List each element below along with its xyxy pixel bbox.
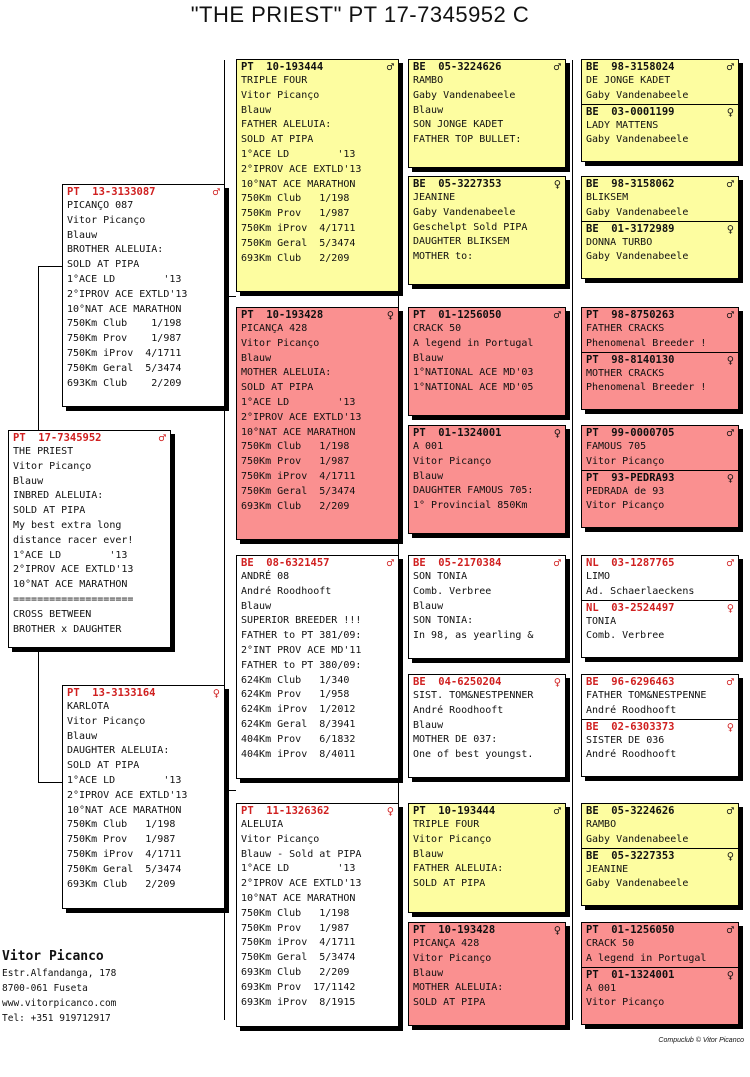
great-great-grandparent-pair [581, 59, 739, 162]
ring-number: PT 13-3133087 [67, 186, 156, 198]
detail-line: FATHER TOP BULLET: [413, 134, 522, 146]
pigeon-details [409, 570, 565, 644]
ring-number: PT 10-193444 [413, 805, 496, 817]
detail-line: INBRED ALELUIA: [13, 490, 104, 502]
detail-line: SOLD AT PIPA [241, 134, 314, 146]
detail-line: 1°NATIONAL ACE MD'03 [413, 367, 534, 379]
detail-line: TRIPLE FOUR [413, 819, 480, 830]
male-icon: ♂ [726, 426, 734, 440]
pigeon-details [582, 322, 738, 352]
detail-line: 624Km Prov 1/958 [241, 689, 350, 701]
female-icon: ♀ [386, 308, 394, 322]
detail-line: JEANINE [413, 192, 456, 203]
detail-line: 693Km Club 2/209 [67, 878, 176, 890]
ring-number: BE 02-6303373 [586, 720, 675, 733]
subject-pigeon-card [8, 430, 171, 648]
ring-number: NL 03-1287765 [586, 557, 675, 569]
ring-number: PT 10-193428 [413, 924, 496, 936]
great-grandparent-card [408, 307, 566, 416]
connector-line [572, 60, 573, 1020]
ring-number: BE 05-3224626 [586, 805, 675, 817]
detail-line: 1°ACE LD '13 [67, 273, 182, 285]
pigeon-details [582, 982, 738, 1012]
detail-line: 10°NAT ACE MARATHON [241, 426, 356, 438]
detail-line: Vitor Picanço [586, 997, 665, 1009]
detail-line: ==================== [13, 593, 134, 605]
detail-line: MOTHER to: [413, 251, 474, 263]
detail-line: 750Km Geral 5/3474 [241, 237, 356, 249]
detail-line: Blauw [413, 352, 444, 364]
detail-line: SON TONIA: [413, 615, 474, 627]
detail-line: A legend in Portugal [413, 337, 534, 349]
detail-line: Comb. Verbree [413, 585, 492, 597]
detail-line: SOLD AT PIPA [413, 878, 486, 890]
ring-number: BE 01-3172989 [586, 222, 675, 235]
detail-line: SOLD AT PIPA [241, 382, 314, 394]
ring-number: PT 01-1256050 [586, 924, 675, 936]
detail-line: FATHER CRACKS [586, 323, 665, 334]
detail-line: DAUGHTER FAMOUS 705: [413, 485, 534, 497]
detail-line: Gaby Vandenabeele [586, 134, 689, 146]
detail-line: CROSS BETWEEN [13, 608, 92, 620]
connector-line [38, 650, 39, 782]
detail-line: 404Km Prov 6/1832 [241, 733, 356, 745]
grandparent-card [236, 555, 399, 779]
male-icon: ♂ [726, 308, 734, 322]
detail-line: Phenomenal Breeder ! [586, 382, 707, 394]
pigeon-details [582, 570, 738, 600]
great-great-grandparent-pair [581, 674, 739, 777]
detail-line: Blauw [241, 600, 272, 612]
female-icon: ♀ [726, 848, 734, 863]
detail-line: Blauw [67, 229, 98, 241]
male-icon: ♂ [158, 431, 166, 445]
ring-number: PT 01-1324001 [586, 968, 675, 981]
pigeon-details [582, 818, 738, 848]
detail-line: RAMBO [413, 75, 444, 86]
detail-line: FAMOUS 705 [586, 441, 647, 452]
detail-line: Blauw [413, 104, 444, 116]
detail-line: 2°IPROV ACE EXTLD'13 [13, 564, 134, 576]
ring-number: PT 10-193444 [241, 61, 324, 73]
great-great-grandparent-pair [581, 555, 739, 658]
detail-line: A legend in Portugal [586, 952, 707, 964]
detail-line: André Roodhooft [413, 704, 504, 716]
owner-address: Estr.Alfandanga, 178 [2, 968, 117, 979]
detail-line: 2°IPROV ACE EXTLD'13 [67, 789, 188, 801]
connector-line [38, 266, 39, 431]
detail-line: 2°IPROV ACE EXTLD'13 [241, 163, 362, 175]
detail-line: SIST. TOM&NESTPENNER [413, 690, 534, 701]
detail-line: 750Km Prov 1/987 [67, 834, 176, 846]
detail-line: FATHER ALELUIA: [241, 119, 332, 131]
female-icon: ♀ [553, 426, 561, 440]
owner-postal: 8700-061 Fuseta [2, 983, 88, 994]
detail-line: 750Km Prov 1/987 [241, 922, 350, 934]
detail-line: 750Km Prov 1/987 [241, 208, 350, 220]
ring-number: PT 13-3133164 [67, 687, 156, 699]
detail-line: In 98, as yearling & [413, 630, 534, 642]
detail-line: Gaby Vandenabeele [586, 833, 689, 845]
pigeon-details [409, 440, 565, 514]
ring-number: BE 05-3227353 [586, 849, 675, 862]
detail-line: Blauw [241, 352, 272, 364]
detail-line: André Roodhooft [241, 585, 332, 597]
male-icon: ♂ [726, 923, 734, 937]
ring-number: PT 01-1256050 [413, 309, 502, 321]
detail-line: Blauw [413, 470, 444, 482]
great-grandparent-card [408, 176, 566, 285]
detail-line: 10°NAT ACE MARATHON [67, 804, 182, 816]
footer-credit: Compuclub © Vitor Picanco [658, 1037, 744, 1044]
detail-line: 10°NAT ACE MARATHON [241, 892, 356, 904]
female-icon: ♀ [726, 104, 734, 119]
detail-line: TRIPLE FOUR [241, 75, 308, 86]
detail-line: ALELUIA [241, 819, 284, 830]
detail-line: 10°NAT ACE MARATHON [13, 579, 128, 591]
ring-number: PT 10-193428 [241, 309, 324, 321]
detail-line: Blauw [67, 730, 98, 742]
detail-line: 750Km iProv 4/1711 [241, 937, 356, 949]
grandparent-card [236, 803, 399, 1027]
detail-line: MOTHER CRACKS [586, 367, 665, 379]
detail-line: 624Km Geral 8/3941 [241, 718, 356, 730]
detail-line: TONIA [586, 615, 617, 627]
detail-line: 693Km Club 2/209 [67, 377, 182, 389]
ring-number: BE 08-6321457 [241, 557, 330, 569]
owner-contact [2, 948, 116, 1026]
detail-line: 693Km Club 2/209 [241, 500, 350, 512]
ring-number: BE 03-0001199 [586, 105, 675, 118]
detail-line: CRACK 50 [413, 323, 462, 334]
detail-line: CRACK 50 [586, 938, 635, 949]
ring-number: BE 98-3158062 [586, 178, 675, 190]
detail-line: SON TONIA [413, 571, 468, 582]
pigeon-details [582, 863, 738, 893]
detail-line: Blauw [413, 719, 444, 731]
detail-line: 750Km Prov 1/987 [67, 333, 182, 345]
pigeon-details [409, 191, 565, 265]
male-icon: ♂ [553, 804, 561, 818]
detail-line: Blauw [413, 967, 444, 979]
detail-line: 2°IPROV ACE EXTLD'13 [241, 411, 362, 423]
male-icon: ♂ [726, 60, 734, 74]
detail-line: Blauw [413, 848, 444, 860]
female-icon: ♀ [553, 923, 561, 937]
detail-line: FATHER ALELUIA: [413, 863, 504, 875]
pigeon-details [237, 74, 398, 266]
female-icon: ♀ [726, 600, 734, 615]
male-icon: ♂ [726, 804, 734, 818]
female-icon: ♀ [553, 675, 561, 689]
pigeon-details [409, 74, 565, 148]
pigeon-details [63, 700, 224, 892]
great-great-grandparent-pair [581, 922, 739, 1025]
detail-line: Gaby Vandenabeele [413, 89, 516, 101]
male-icon: ♂ [553, 60, 561, 74]
detail-line: JEANINE [586, 863, 629, 875]
pigeon-details [582, 74, 738, 104]
detail-line: Vitor Picanço [241, 337, 320, 349]
detail-line: 750Km iProv 4/1711 [67, 347, 182, 359]
pigeon-details [582, 485, 738, 515]
detail-line: 750Km Geral 5/3474 [241, 485, 356, 497]
detail-line: 750Km Club 1/198 [241, 441, 350, 453]
great-great-grandparent-pair [581, 307, 739, 410]
detail-line: PICANÇA 428 [241, 323, 308, 334]
connector-line [38, 782, 62, 783]
detail-line: FATHER to PT 381/09: [241, 630, 362, 642]
detail-line: Ad. Schaerlaeckens [586, 585, 695, 597]
detail-line: André Roodhooft [586, 749, 677, 761]
connector-line [38, 266, 62, 267]
detail-line: 1°NATIONAL ACE MD'05 [413, 382, 534, 394]
detail-line: FATHER to PT 380/09: [241, 659, 362, 671]
ring-number: BE 04-6250204 [413, 676, 502, 688]
detail-line: distance racer ever! [13, 534, 134, 546]
detail-line: 404Km iProv 8/4011 [241, 748, 356, 760]
detail-line: A 001 [413, 441, 444, 452]
detail-line: 750Km Prov 1/987 [241, 456, 350, 468]
ring-number: NL 03-2524497 [586, 601, 675, 614]
great-grandparent-card [408, 674, 566, 778]
detail-line: 750Km Club 1/198 [67, 318, 182, 330]
detail-line: BROTHER ALELUIA: [67, 244, 164, 256]
detail-line: DONNA TURBO [586, 236, 653, 248]
detail-line: 624Km Club 1/340 [241, 674, 350, 686]
ring-number: PT 11-1326362 [241, 805, 330, 817]
great-great-grandparent-pair [581, 803, 739, 906]
detail-line: Gaby Vandenabeele [586, 206, 689, 218]
female-icon: ♀ [726, 967, 734, 982]
ring-number: BE 05-3227353 [413, 178, 502, 190]
detail-line: Vitor Picanço [413, 952, 492, 964]
detail-line: Blauw - Sold at PIPA [241, 848, 362, 860]
male-icon: ♂ [553, 556, 561, 570]
detail-line: A 001 [586, 982, 617, 994]
detail-line: Gaby Vandenabeele [586, 251, 689, 263]
male-icon: ♂ [553, 308, 561, 322]
ring-number: BE 05-2170384 [413, 557, 502, 569]
detail-line: 1°ACE LD '13 [241, 863, 356, 875]
detail-line: 2°IPROV ACE EXTLD'13 [241, 878, 362, 890]
detail-line: SOLD AT PIPA [413, 997, 486, 1009]
pigeon-details [582, 236, 738, 266]
detail-line: Vitor Picanço [13, 460, 92, 472]
detail-line: Vitor Picanço [241, 89, 320, 101]
detail-line: 750Km iProv 4/1711 [241, 470, 356, 482]
detail-line: SOLD AT PIPA [67, 760, 140, 772]
detail-line: SOLD AT PIPA [13, 505, 86, 517]
detail-line: BROTHER x DAUGHTER [13, 623, 122, 635]
male-icon: ♂ [386, 556, 394, 570]
detail-line: Blauw [413, 600, 444, 612]
detail-line: Gaby Vandenabeele [586, 878, 689, 890]
detail-line: Geschelpt Sold PIPA [413, 221, 528, 233]
page-title: "THE PRIEST" PT 17-7345952 C [190, 2, 530, 27]
pigeon-details [409, 689, 565, 763]
pigeon-details [237, 570, 398, 762]
detail-line: Vitor Picanço [67, 715, 146, 727]
sire-card [62, 184, 225, 407]
ring-number: PT 99-0000705 [586, 427, 675, 439]
detail-line: PICANÇO 087 [67, 200, 134, 211]
detail-line: LIMO [586, 571, 611, 582]
ring-number: PT 98-8750263 [586, 309, 675, 321]
detail-line: 10°NAT ACE MARATHON [241, 178, 356, 190]
pigeon-details [237, 322, 398, 514]
ring-number: PT 01-1324001 [413, 427, 502, 439]
detail-line: 10°NAT ACE MARATHON [67, 303, 182, 315]
detail-line: 750Km Club 1/198 [241, 193, 350, 205]
detail-line: 1°ACE LD '13 [67, 774, 182, 786]
detail-line: MOTHER ALELUIA: [413, 982, 504, 994]
connector-line [224, 296, 236, 297]
great-grandparent-card [408, 555, 566, 659]
detail-line: BLIKSEM [586, 192, 629, 203]
female-icon: ♀ [212, 686, 220, 700]
ring-number: PT 17-7345952 [13, 432, 102, 444]
pigeon-details [409, 818, 565, 892]
detail-line: SUPERIOR BREEDER !!! [241, 615, 362, 627]
pigeon-details [582, 440, 738, 470]
detail-line: Blauw [241, 104, 272, 116]
detail-line: THE PRIEST [13, 446, 74, 457]
detail-line: Vitor Picanço [241, 833, 320, 845]
pigeon-details [582, 191, 738, 221]
female-icon: ♀ [726, 221, 734, 236]
detail-line: One of best youngst. [413, 749, 534, 761]
female-icon: ♀ [386, 804, 394, 818]
detail-line: 750Km iProv 4/1711 [241, 222, 356, 234]
detail-line: 750Km Club 1/198 [67, 819, 176, 831]
detail-line: SOLD AT PIPA [67, 259, 140, 271]
great-grandparent-card [408, 59, 566, 168]
detail-line: 1° Provincial 850Km [413, 500, 528, 512]
grandparent-card [236, 59, 399, 292]
detail-line: MOTHER DE 037: [413, 734, 498, 746]
detail-line: LADY MATTENS [586, 119, 659, 131]
detail-line: DE JONGE KADET [586, 75, 671, 86]
detail-line: Blauw [13, 475, 44, 487]
pigeon-details [237, 818, 398, 1010]
ring-number: BE 96-6296463 [586, 676, 675, 688]
male-icon: ♂ [726, 177, 734, 191]
great-great-grandparent-pair [581, 176, 739, 279]
detail-line: FATHER TOM&NESTPENNE [586, 690, 707, 701]
female-icon: ♀ [726, 719, 734, 734]
female-icon: ♀ [726, 352, 734, 367]
detail-line: 693Km Prov 17/1142 [241, 981, 356, 993]
detail-line: 624Km iProv 1/2012 [241, 704, 356, 716]
detail-line: Vitor Picanço [67, 214, 146, 226]
pigeon-details [9, 445, 170, 637]
detail-line: 750Km Geral 5/3474 [67, 362, 182, 374]
detail-line: André Roodhooft [586, 704, 677, 716]
ring-number: PT 98-8140130 [586, 353, 675, 366]
detail-line: 750Km Club 1/198 [241, 907, 350, 919]
detail-line: PEDRADA de 93 [586, 485, 665, 497]
pigeon-details [582, 119, 738, 149]
detail-line: KARLOTA [67, 701, 110, 712]
detail-line: 2°INT PROV ACE MD'11 [241, 644, 362, 656]
detail-line: PICANÇA 428 [413, 938, 480, 949]
detail-line: Vitor Picanço [413, 455, 492, 467]
owner-website-link[interactable]: www.vitorpicanco.com [2, 998, 117, 1009]
grandparent-card [236, 307, 399, 540]
detail-line: Vitor Picanço [413, 833, 492, 845]
owner-phone: Tel: +351 919712917 [2, 1013, 111, 1024]
male-icon: ♂ [726, 675, 734, 689]
male-icon: ♂ [212, 185, 220, 199]
female-icon: ♀ [553, 177, 561, 191]
connector-line [224, 790, 236, 791]
pigeon-details [582, 615, 738, 645]
pigeon-details [582, 689, 738, 719]
pigeon-details [409, 322, 565, 396]
pigeon-details [582, 367, 738, 397]
detail-line: Phenomenal Breeder ! [586, 337, 707, 349]
male-icon: ♂ [386, 60, 394, 74]
detail-line: 1°ACE LD '13 [241, 396, 356, 408]
detail-line: 1°ACE LD '13 [241, 148, 356, 160]
ring-number: BE 98-3158024 [586, 61, 675, 73]
detail-line: DAUGHTER ALELUIA: [67, 745, 170, 757]
detail-line: ANDRÉ 08 [241, 571, 290, 582]
detail-line: MOTHER ALELUIA: [241, 367, 332, 379]
detail-line: 750Km Geral 5/3474 [241, 952, 356, 964]
detail-line: My best extra long [13, 519, 122, 531]
great-grandparent-card [408, 803, 566, 913]
detail-line: SON JONGE KADET [413, 119, 504, 131]
pigeon-details [582, 734, 738, 764]
pigeon-details [63, 199, 224, 391]
pigeon-details [409, 937, 565, 1011]
pigeon-details [582, 937, 738, 967]
dam-card [62, 685, 225, 909]
detail-line: 750Km iProv 4/1711 [67, 848, 182, 860]
detail-line: Vitor Picanço [586, 455, 665, 467]
detail-line: 693Km Club 2/209 [241, 966, 350, 978]
detail-line: 693Km iProv 8/1915 [241, 996, 356, 1008]
detail-line: DAUGHTER BLIKSEM [413, 236, 510, 248]
detail-line: Gaby Vandenabeele [586, 89, 689, 101]
detail-line: SISTER DE 036 [586, 734, 665, 746]
detail-line: RAMBO [586, 819, 617, 830]
detail-line: 693Km Club 2/209 [241, 252, 350, 264]
detail-line: 1°ACE LD '13 [13, 549, 128, 561]
detail-line: Vitor Picanço [586, 500, 665, 512]
detail-line: Comb. Verbree [586, 630, 665, 642]
ring-number: PT 93-PEDRA93 [586, 471, 675, 484]
male-icon: ♂ [726, 556, 734, 570]
detail-line: 2°IPROV ACE EXTLD'13 [67, 288, 188, 300]
great-grandparent-card [408, 425, 566, 534]
great-great-grandparent-pair [581, 425, 739, 528]
ring-number: BE 05-3224626 [413, 61, 502, 73]
detail-line: Gaby Vandenabeele [413, 206, 516, 218]
female-icon: ♀ [726, 470, 734, 485]
owner-name: Vitor Picanco [2, 949, 104, 964]
detail-line: 750Km Geral 5/3474 [67, 863, 182, 875]
great-grandparent-card [408, 922, 566, 1026]
